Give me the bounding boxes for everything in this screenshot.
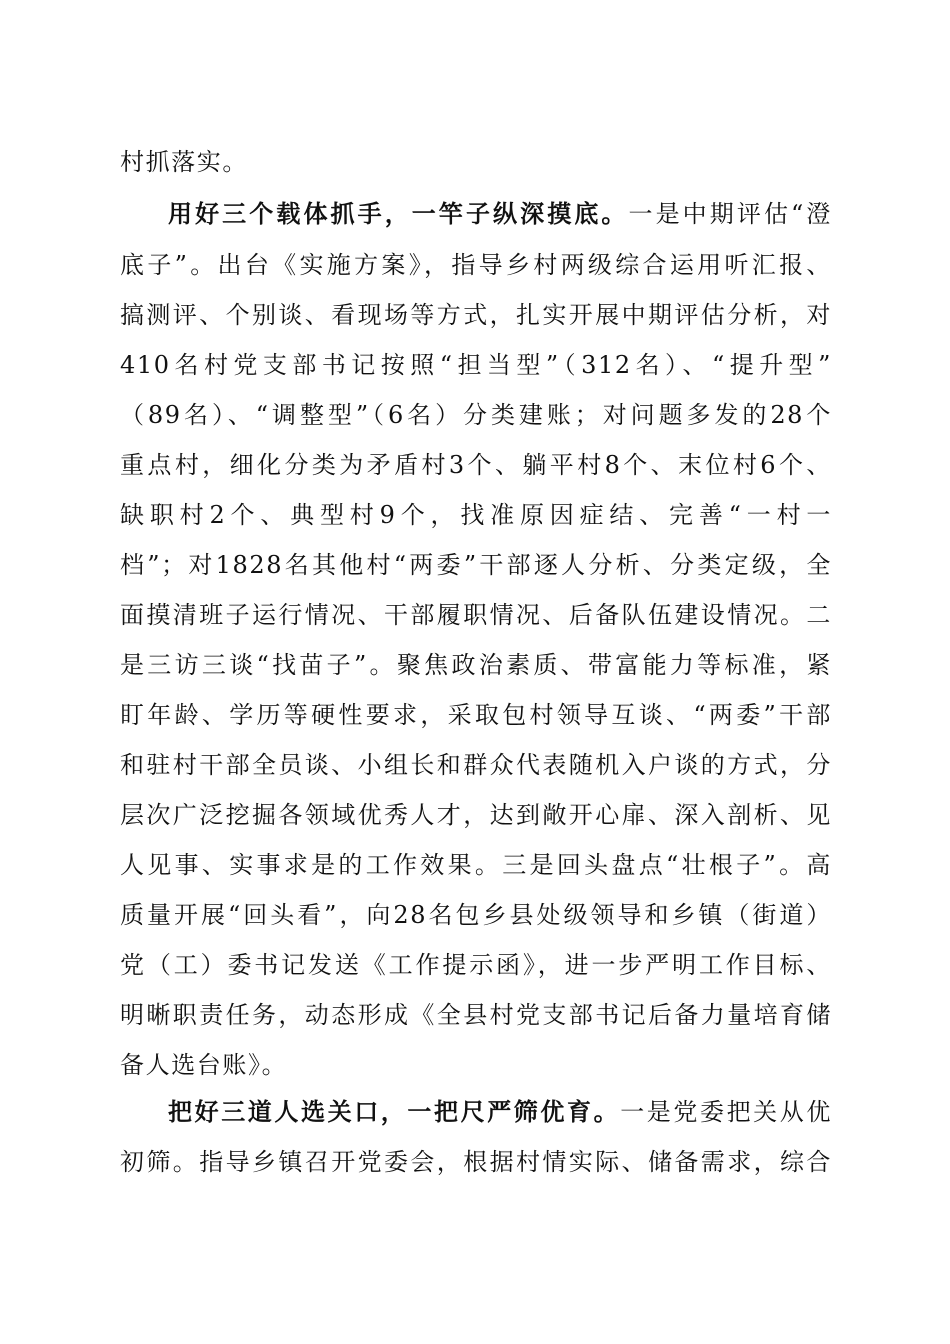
paragraph-heading-line <box>168 1097 832 1127</box>
paragraph-heading-line <box>168 199 832 229</box>
text-line: 村抓落实。 <box>120 148 248 176</box>
text-line: 重点村，细化分类为矛盾村3个、躺平村8个、末位村6个、 <box>120 451 832 479</box>
text-line: 明晰职责任务，动态形成《全县村党支部书记后备力量培育储 <box>120 1001 832 1029</box>
text-line: 搞测评、个别谈、看现场等方式，扎实开展中期评估分析，对 <box>120 301 832 329</box>
text-line: 和驻村干部全员谈、小组长和群众代表随机入户谈的方式，分 <box>120 751 832 779</box>
text-line: 备人选台账》。 <box>120 1051 288 1079</box>
text-line: 档”；对1828名其他村“两委”干部逐人分析、分类定级，全 <box>120 551 832 579</box>
text-line: 层次广泛挖掘各领域优秀人才，达到敞开心扉、深入剖析、见 <box>120 801 832 829</box>
text-line: 盯年龄、学历等硬性要求，采取包村领导互谈、“两委”干部 <box>120 701 832 729</box>
bold-heading: 用好三个载体抓手，一竿子纵深摸底。 <box>168 200 629 228</box>
text-line: 党（工）委书记发送《工作提示函》，进一步严明工作目标、 <box>120 951 832 979</box>
text-line: 底子”。出台《实施方案》，指导乡村两级综合运用听汇报、 <box>120 251 832 279</box>
text-run: 一是党委把关从优 <box>620 1098 832 1126</box>
text-line: 缺职村2个、典型村9个，找准原因症结、完善“一村一 <box>120 501 832 529</box>
text-line: 是三访三谈“找苗子”。聚焦政治素质、带富能力等标准，紧 <box>120 651 832 679</box>
text-line: 人见事、实事求是的工作效果。三是回头盘点“壮根子”。高 <box>120 851 832 879</box>
text-line: 质量开展“回头看”，向28名包乡县处级领导和乡镇（街道） <box>120 901 832 929</box>
text-line: （89名）、“调整型”（6名）分类建账；对问题多发的28个 <box>120 401 832 429</box>
text-run: 一是中期评估“澄 <box>628 200 832 228</box>
text-line: 面摸清班子运行情况、干部履职情况、后备队伍建设情况。二 <box>120 601 832 629</box>
bold-heading: 把好三道人选关口，一把尺严筛优育。 <box>168 1098 621 1126</box>
text-line: 410名村党支部书记按照“担当型”（312名）、“提升型” <box>120 351 832 379</box>
text-line: 初筛。指导乡镇召开党委会，根据村情实际、储备需求，综合 <box>120 1148 832 1176</box>
